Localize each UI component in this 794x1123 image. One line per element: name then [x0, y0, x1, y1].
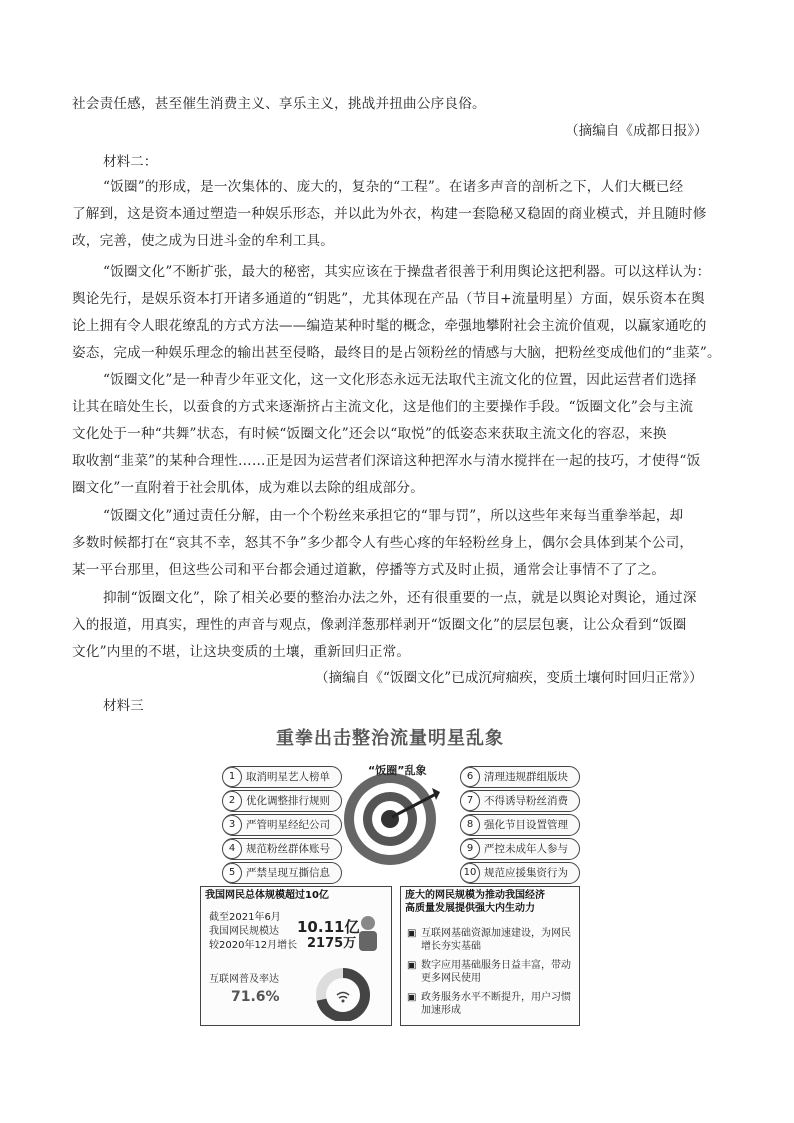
measure-item: 10 规范应援集资行为: [460, 862, 580, 884]
netizen-scale-panel: [200, 886, 392, 1026]
para4-line: 某一平台那里，但这些公司和平台都会通过道歉，停播等方式及时止损，通常会让事情不了了之。: [72, 562, 666, 578]
panel-title: 我国网民总体规模超过10亿: [205, 890, 329, 901]
stat-value: 2175万: [307, 936, 357, 951]
measure-item: 2 优化调整排行规则: [222, 790, 342, 812]
stat-value: 10.11亿: [297, 918, 360, 936]
drive-panel: [400, 886, 580, 1026]
measure-item: 1 取消明星艺人榜单: [222, 766, 342, 788]
person-icon: [351, 913, 385, 955]
stat-label: 我国网民规模达: [209, 926, 279, 937]
drive-item: 更多网民使用: [421, 973, 481, 984]
measure-item: 8 强化节目设置管理: [460, 814, 580, 836]
measure-item: 4 规范粉丝群体账号: [222, 838, 342, 860]
para5-line: 文化”内里的不堪，让这块变质的土壤，重新回归正常。: [72, 644, 411, 660]
measure-item: 5 严禁呈现互撕信息: [222, 862, 342, 884]
para3-line: 取收割“韭菜”的某种合理性……正是因为运营者们深谙这种把浑水与清水搅拌在一起的技巧，才使得“饭: [72, 453, 701, 469]
para3-line: “饭圈文化”是一种青少年亚文化，这一文化形态永远无法取代主流文化的位置，因此运营者们选择: [103, 372, 697, 388]
bullet-icon: ▣: [407, 928, 417, 939]
para1-line: 了解到，这是资本通过塑造一种娱乐形态，并以此为外衣，构建一套隐秘又稳固的商业模式，并且随时修: [72, 206, 707, 222]
para1-line: “饭圈”的形成，是一次集体的、庞大的，复杂的“工程”。在诸多声音的剖析之下，人们大概已经: [103, 179, 684, 195]
penetration-donut: [313, 965, 373, 1021]
para2-line: 姿态，完成一种娱乐理念的输出甚至侵略，最终目的是占领粉丝的情感与大脑，把粉丝变成他们的“韭菜”。: [72, 345, 721, 361]
drive-item: 数字应用基础服务日益丰富，带动: [421, 960, 571, 971]
measure-item: 3 严管明星经纪公司: [222, 814, 342, 836]
stat-label: 互联网普及率达: [209, 974, 279, 985]
para2-line: “饭圈文化”不断扩张，最大的秘密，其实应该在于操盘者很善于利用舆论这把利器。可以这样认为：: [103, 264, 711, 280]
drive-item: 互联网基础资源加速建设，为网民: [421, 928, 571, 939]
panel-title: 庞大的网民规模为推动我国经济: [405, 890, 545, 901]
panel-title: 高质量发展提供强大内生动力: [405, 903, 535, 914]
wifi-icon: [337, 993, 349, 1003]
material-three-label: 材料三: [103, 698, 144, 714]
para1-line: 改，完善，使之成为日进斗金的牟利工具。: [72, 233, 335, 249]
source-note-2: （摘编自《“饭圈文化”已成沉疴痼疾，变质土壤何时回归正常》）: [315, 670, 703, 686]
bullet-icon: ▣: [407, 960, 417, 971]
para2-line: 舆论先行，是娱乐资本打开诸多通道的“钥匙”，尤其体现在产品（节目+流量明星）方面，娱乐资本在舆: [72, 291, 705, 307]
material-two-label: 材料二：: [103, 154, 158, 170]
para3-line: 让其在暗处生长，以蚕食的方式来逐渐挤占主流文化，这是他们的主要操作手段。“饭圈文化”会与主流: [72, 399, 694, 415]
stat-value: 71.6%: [231, 989, 280, 1005]
measure-item: 7 不得诱导粉丝消费: [460, 790, 580, 812]
para2-line: 论上拥有令人眼花缭乱的方式方法——编造某种时髦的概念，牵强地攀附社会主流价值观，以赢家通吃的: [72, 318, 707, 334]
para5-line: 抑制“饭圈文化”，除了相关必要的整治办法之外，还有很重要的一点，就是以舆论对舆论，通过深: [103, 590, 697, 606]
measure-item: 6 清理违规群组版块: [460, 766, 580, 788]
measure-item: 9 严控未成年人参与: [460, 838, 580, 860]
para4-line: “饭圈文化”通过责任分解，由一个个粉丝来承担它的“罪与罚”，所以这些年来每当重拳举起，却: [103, 508, 684, 524]
source-note-1: （摘编自《成都日报》）: [565, 123, 708, 139]
bullet-icon: ▣: [407, 992, 417, 1003]
drive-item: 政务服务水平不断提升，用户习惯: [421, 992, 571, 1003]
infographic-title: 重拳出击整治流量明星乱象: [276, 728, 504, 749]
stat-label: 较2020年12月增长: [209, 940, 298, 951]
para4-line: 多数时候都打在“哀其不幸，怒其不争”多少都令人有些心疼的年轻粉丝身上，偶尔会具体到某个公司，: [72, 535, 694, 551]
drive-item: 加速形成: [421, 1005, 461, 1016]
drive-item: 增长夯实基础: [421, 941, 481, 952]
stat-label: 截至2021年6月: [209, 912, 281, 923]
target-label: “饭圈”乱象: [368, 764, 427, 777]
infographic: [200, 724, 580, 1026]
para3-line: 圈文化”一直附着于社会肌体，成为难以去除的组成部分。: [72, 480, 424, 496]
para3-line: 文化处于一种“共舞”状态，有时候“饭圈文化”还会以“取悦”的低姿态来获取主流文化的容忍，来换: [72, 426, 667, 442]
paragraph-tail: 社会责任感，甚至催生消费主义、享乐主义，挑战并扭曲公序良俗。: [72, 96, 486, 112]
para5-line: 入的报道，用真实，理性的声音与观点，像剥洋葱那样剥开“饭圈文化”的层层包裹，让公众看到“饭圈: [72, 617, 687, 633]
